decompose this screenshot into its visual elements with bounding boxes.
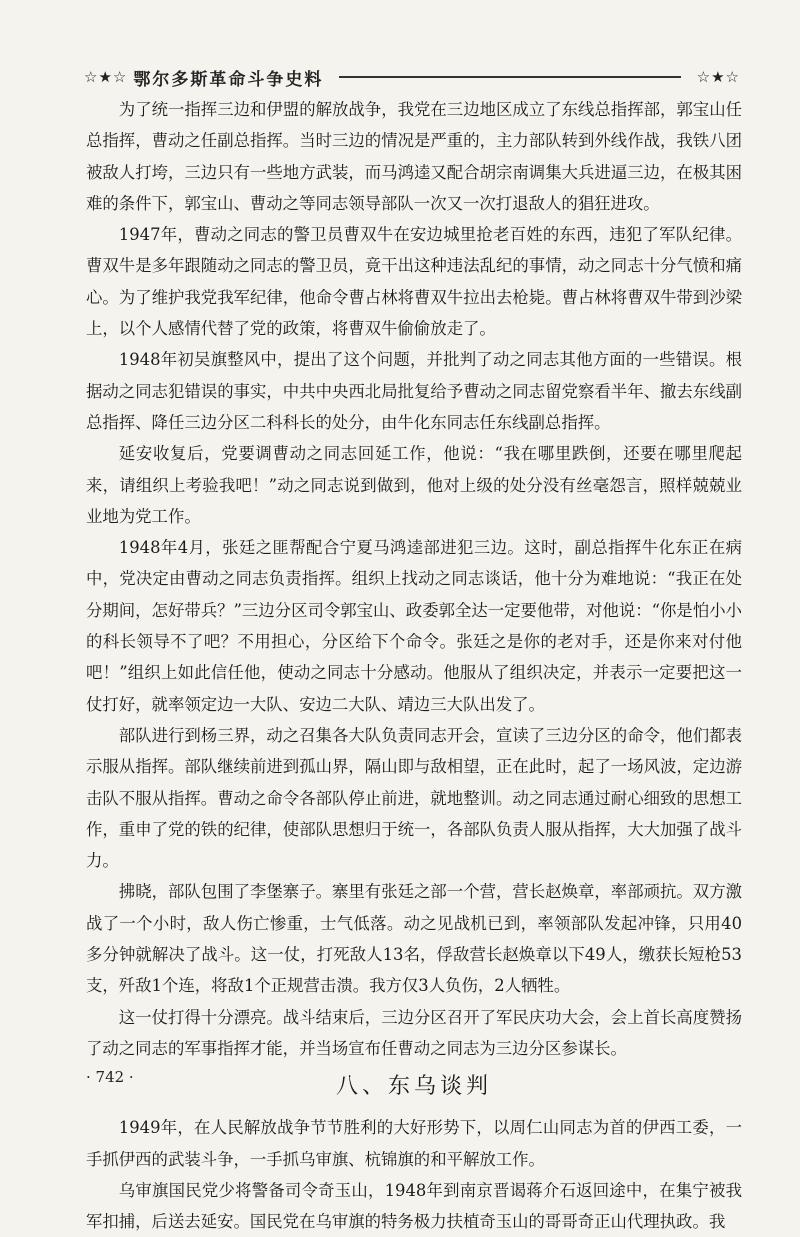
header-stars-left: ☆★☆ xyxy=(84,68,128,86)
header-stars-right: ☆★☆ xyxy=(696,68,740,86)
paragraph: 乌审旗国民党少将警备司令奇玉山，1948年到南京晋谒蒋介石返回途中，在集宁被我军扣捕，后送去延安。国民党在乌审旗的特务极力扶植奇玉山的哥哥奇正山代理执政。我 xyxy=(86,1180,742,1232)
paragraph: 1948年初吴旗整风中，提出了这个问题，并批判了动之同志其他方面的一些错误。根据动之同志犯错误的事实，中共中央西北局批复给予曹动之同志留党察看半年、撤去东线副总指挥、降任三边分区二科科长的处分，由牛化东同志任东线副总指挥。 xyxy=(86,350,742,432)
running-header xyxy=(84,60,740,94)
paragraph: 这一仗打得十分漂亮。战斗结束后，三边分区召开了军民庆功大会，会上首长高度赞扬了动之同志的军事指挥才能，并当场宣布任曹动之同志为三边分区参谋长。 xyxy=(86,1007,742,1058)
header-title: 鄂尔多斯革命斗争史料 xyxy=(133,69,324,90)
paragraph: 1948年4月，张廷之匪帮配合宁夏马鸿逵部进犯三边。这时，副总指挥牛化东正在病中，党决定由曹动之同志负责指挥。组织上找动之同志谈话，他十分为难地说：“我正在处分期间，怎好带兵？”三边分区司令郭宝山、政委郭全达一定要他带，对他说：“你是怕小小的科长领导不了吧？不用担心，分区给下个命令。张廷之是你的老对手，还是你来对付他吧！”组织上如此信任他，使动之同志十分感动。他服从了组织决定，并表示一定要把这一仗打好，就率领定边一大队、安边二大队、靖边三大队出发了。 xyxy=(86,538,742,714)
paragraph: 1949年，在人民解放战争节节胜利的大好形势下，以周仁山同志为首的伊西工委，一手抓伊西的武装斗争，一手抓乌审旗、杭锦旗的和平解放工作。 xyxy=(86,1118,742,1169)
paragraph: 拂晓，部队包围了李堡寨子。寨里有张廷之部一个营，营长赵焕章，率部顽抗。双方激战了一个小时，敌人伤亡惨重，士气低落。动之见战机已到，率领部队发起冲锋，只用40多分钟就解决了战斗。这一仗，打死敌人13名，俘敌营长赵焕章以下49人，缴获长短枪53支，歼敌1个连，将敌1个正规营击溃。我方仅3人负伤，2人牺牲。 xyxy=(86,882,742,996)
page-number: · 742 · xyxy=(86,1068,134,1086)
paragraph: 1947年，曹动之同志的警卫员曹双牛在安边城里抢老百姓的东西，违犯了军队纪律。曹双牛是多年跟随动之同志的警卫员，竟干出这种违法乱纪的事情，动之同志十分气愤和痛心。为了维护我党我军纪律，他命令曹占林将曹双牛拉出去枪毙。曹占林将曹双牛带到沙梁上，以个人感情代替了党的政策，将曹双牛偷偷放走了。 xyxy=(86,225,742,339)
header-rule xyxy=(339,76,680,78)
paragraph: 部队进行到杨三界，动之召集各大队负责同志开会，宣读了三边分区的命令，他们都表示服从指挥。部队继续前进到孤山界，隔山即与敌相望，正在此时，起了一场风波，定边游击队不服从指挥。曹动之命令各部队停止前进，就地整训。动之同志通过耐心细致的思想工作，重申了党的铁的纪律，使部队思想归于统一，各部队负责人服从指挥，大大加强了战斗力。 xyxy=(86,725,742,871)
paragraph: 为了统一指挥三边和伊盟的解放战争，我党在三边地区成立了东线总指挥部，郭宝山任总指挥，曹动之任副总指挥。当时三边的情况是严重的，主力部队转到外线作战，我铁八团被敌人打垮，三边只有一些地方武装，而马鸿逵又配合胡宗南调集大兵进逼三边，在极其困难的条件下，郭宝山、曹动之等同志领导部队一次又一次打退敌人的猖狂进攻。 xyxy=(86,100,742,213)
paragraph: 延安收复后，党要调曹动之同志回延工作，他说：“我在哪里跌倒，还要在哪里爬起来，请组织上考验我吧！”动之同志说到做到，他对上级的处分没有丝毫怨言，照样兢兢业业地为党工作。 xyxy=(86,444,742,526)
section-heading: 八、东乌谈判 xyxy=(335,1074,492,1100)
body-text xyxy=(86,94,742,1237)
